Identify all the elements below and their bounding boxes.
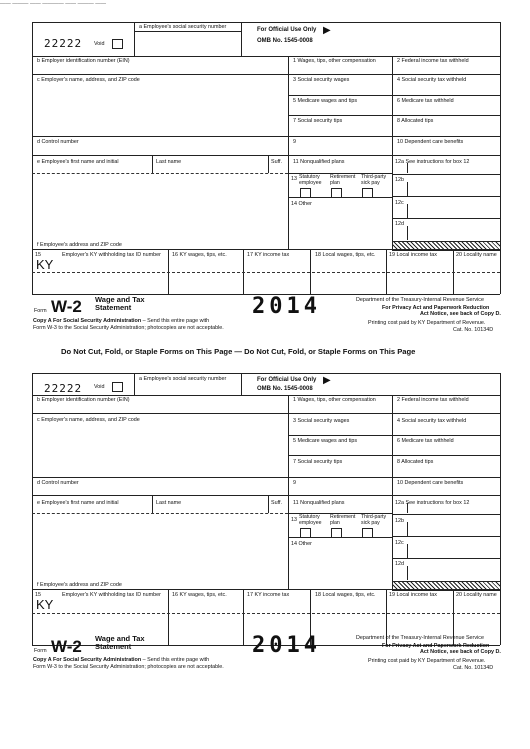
cat-number: Cat. No. 10134D	[453, 327, 494, 333]
box20-label: 20 Locality name	[456, 252, 497, 258]
privacy-line1: For Privacy Act and Paperwork Reduction	[382, 305, 490, 311]
box10-label: 10 Dependent care benefits	[397, 139, 464, 145]
box12d-label: 12d	[395, 561, 404, 567]
box1-label: 1 Wages, tips, other compensation	[293, 58, 376, 64]
e-first-label: e Employee's first name and initial	[37, 159, 119, 165]
printed-label: Printing cost paid by KY Department of Revenue.	[368, 320, 486, 326]
box12a-label: 12a See instructions for box 12	[395, 500, 470, 506]
box11-label: 11 Nonqualified plans	[293, 500, 345, 506]
arrow-right-icon: ▶	[323, 375, 331, 386]
box15-id-label: Employer's KY withholding tax ID number	[62, 252, 161, 258]
box13-retirement: Retirement plan	[330, 514, 356, 526]
w2-form-copy-2	[0, 341, 530, 749]
form-name: W-2	[51, 637, 82, 656]
box12a-label: 12a See instructions for box 12	[395, 159, 470, 165]
e-last-label: Last name	[156, 159, 182, 165]
void-label: Void	[94, 41, 105, 47]
box2-label: 2 Federal income tax withheld	[397, 58, 469, 64]
copy-a-bold: Copy A For Social Security Administration	[33, 318, 142, 324]
form-title: Wage and Tax Statement	[95, 295, 145, 312]
box15-state: KY	[36, 257, 54, 272]
form-title: Wage and Tax Statement	[95, 634, 145, 651]
a-label: a Employee's social security number	[139, 376, 227, 382]
box8-label: 8 Allocated tips	[397, 118, 434, 124]
box15-state: KY	[36, 597, 54, 612]
top-cut-marks: —— ——— —— ———— —— ——— ——	[0, 1, 107, 7]
box13-statutory: Statutory employee	[299, 174, 322, 186]
box7-label: 7 Social security tips	[293, 118, 343, 124]
e-first-label: e Employee's first name and initial	[37, 500, 119, 506]
box2-label: 2 Federal income tax withheld	[397, 397, 469, 403]
control-code: 22222	[44, 382, 83, 395]
copy-a-rest: – Send this entire page with	[141, 318, 210, 324]
box13-statutory: Statutory employee	[299, 514, 322, 526]
e-last-label: Last name	[156, 500, 182, 506]
arrow-right-icon: ▶	[323, 25, 331, 36]
privacy-line1: For Privacy Act and Paperwork Reduction	[382, 643, 490, 649]
mid-banner: Do Not Cut, Fold, or Staple Forms on This Page — Do Not Cut, Fold, or Staple Forms on This Page	[61, 347, 416, 356]
box1-label: 1 Wages, tips, other compensation	[293, 397, 376, 403]
form-year: 2014	[252, 294, 321, 319]
box17-label: 17 KY income tax	[247, 252, 290, 258]
copy-a-bold: Copy A For Social Security Administration	[33, 657, 142, 663]
d-label: d Control number	[37, 480, 79, 486]
box19-label: 19 Local income tax	[389, 252, 437, 258]
box3-label: 3 Social security wages	[293, 418, 350, 424]
form-word: Form	[34, 648, 47, 654]
box9-label: 9	[293, 139, 296, 145]
box5-label: 5 Medicare wages and tips	[293, 438, 358, 444]
void-label: Void	[94, 384, 105, 390]
box12d-label: 12d	[395, 221, 404, 227]
box18-label: 18 Local wages, tips, etc.	[315, 252, 376, 258]
e-suff-label: Suff.	[271, 500, 282, 506]
box5-label: 5 Medicare wages and tips	[293, 98, 358, 104]
thirdparty-checkbox[interactable]	[362, 188, 373, 198]
copy-a-line2: Form W-3 to the Social Security Administration; photocopies are not acceptable.	[33, 664, 224, 670]
printed-label: Printing cost paid by KY Department of Revenue.	[368, 658, 486, 664]
box3-label: 3 Social security wages	[293, 77, 350, 83]
box11-label: 11 Nonqualified plans	[293, 159, 345, 165]
box14-label: 14 Other	[291, 541, 312, 547]
control-code: 22222	[44, 37, 83, 50]
omb-number: OMB No. 1545-0008	[257, 38, 313, 44]
box6-label: 6 Medicare tax withheld	[397, 438, 454, 444]
box12b-label: 12b	[395, 518, 404, 524]
a-label: a Employee's social security number	[139, 24, 227, 30]
box16-label: 16 KY wages, tips, etc.	[172, 592, 227, 598]
statutory-checkbox[interactable]	[300, 188, 311, 198]
box16-label: 16 KY wages, tips, etc.	[172, 252, 227, 258]
retirement-checkbox[interactable]	[331, 528, 342, 538]
void-checkbox[interactable]	[112, 382, 123, 392]
box4-label: 4 Social security tax withheld	[397, 77, 467, 83]
box15-label: 15	[35, 252, 41, 258]
ssn-field[interactable]	[134, 31, 242, 57]
official-use: For Official Use Only	[257, 27, 317, 33]
omb-number: OMB No. 1545-0008	[257, 386, 313, 392]
box15-label: 15	[35, 592, 41, 598]
b-label: b Employer identification number (EIN)	[37, 397, 130, 403]
form-year: 2014	[252, 633, 321, 658]
official-use: For Official Use Only	[257, 377, 317, 383]
box15-id-label: Employer's KY withholding tax ID number	[62, 592, 161, 598]
box13-label: 13	[291, 176, 297, 182]
box13-thirdparty: Third-party sick pay	[361, 174, 387, 186]
box6-label: 6 Medicare tax withheld	[397, 98, 454, 104]
dept-label: Department of the Treasury-Internal Revenue Service	[356, 297, 484, 303]
statutory-checkbox[interactable]	[300, 528, 311, 538]
box17-label: 17 KY income tax	[247, 592, 290, 598]
box8-label: 8 Allocated tips	[397, 459, 434, 465]
box18-label: 18 Local wages, tips, etc.	[315, 592, 376, 598]
f-label: f Employee's address and ZIP code	[37, 242, 122, 248]
void-checkbox[interactable]	[112, 39, 123, 49]
box20-label: 20 Locality name	[456, 592, 497, 598]
box12b-label: 12b	[395, 177, 404, 183]
cat-number: Cat. No. 10134D	[453, 665, 494, 671]
b-label: b Employer identification number (EIN)	[37, 58, 130, 64]
box14-label: 14 Other	[291, 201, 312, 207]
f-label: f Employee's address and ZIP code	[37, 582, 122, 588]
c-label: c Employer's name, address, and ZIP code	[37, 77, 140, 83]
box12c-label: 12c	[395, 540, 404, 546]
form-name: W-2	[51, 297, 82, 316]
copy-a-line2: Form W-3 to the Social Security Administration; photocopies are not acceptable.	[33, 325, 224, 331]
box13-label: 13	[291, 517, 297, 523]
privacy-line2: Act Notice, see back of Copy D.	[420, 649, 501, 655]
thirdparty-checkbox[interactable]	[362, 528, 373, 538]
w2-form-copy-1	[0, 0, 530, 345]
e-suff-label: Suff.	[271, 159, 282, 165]
form-word: Form	[34, 308, 47, 314]
box13-thirdparty: Third-party sick pay	[361, 514, 387, 526]
box13-retirement: Retirement plan	[330, 174, 356, 186]
copy-a-rest: – Send this entire page with	[141, 657, 210, 663]
box19-label: 19 Local income tax	[389, 592, 437, 598]
box4-label: 4 Social security tax withheld	[397, 418, 467, 424]
box12c-label: 12c	[395, 200, 404, 206]
d-label: d Control number	[37, 139, 79, 145]
box9-label: 9	[293, 480, 296, 486]
privacy-line2: Act Notice, see back of Copy D.	[420, 311, 501, 317]
dept-label: Department of the Treasury-Internal Revenue Service	[356, 635, 484, 641]
box7-label: 7 Social security tips	[293, 459, 343, 465]
retirement-checkbox[interactable]	[331, 188, 342, 198]
c-label: c Employer's name, address, and ZIP code	[37, 417, 140, 423]
box10-label: 10 Dependent care benefits	[397, 480, 464, 486]
